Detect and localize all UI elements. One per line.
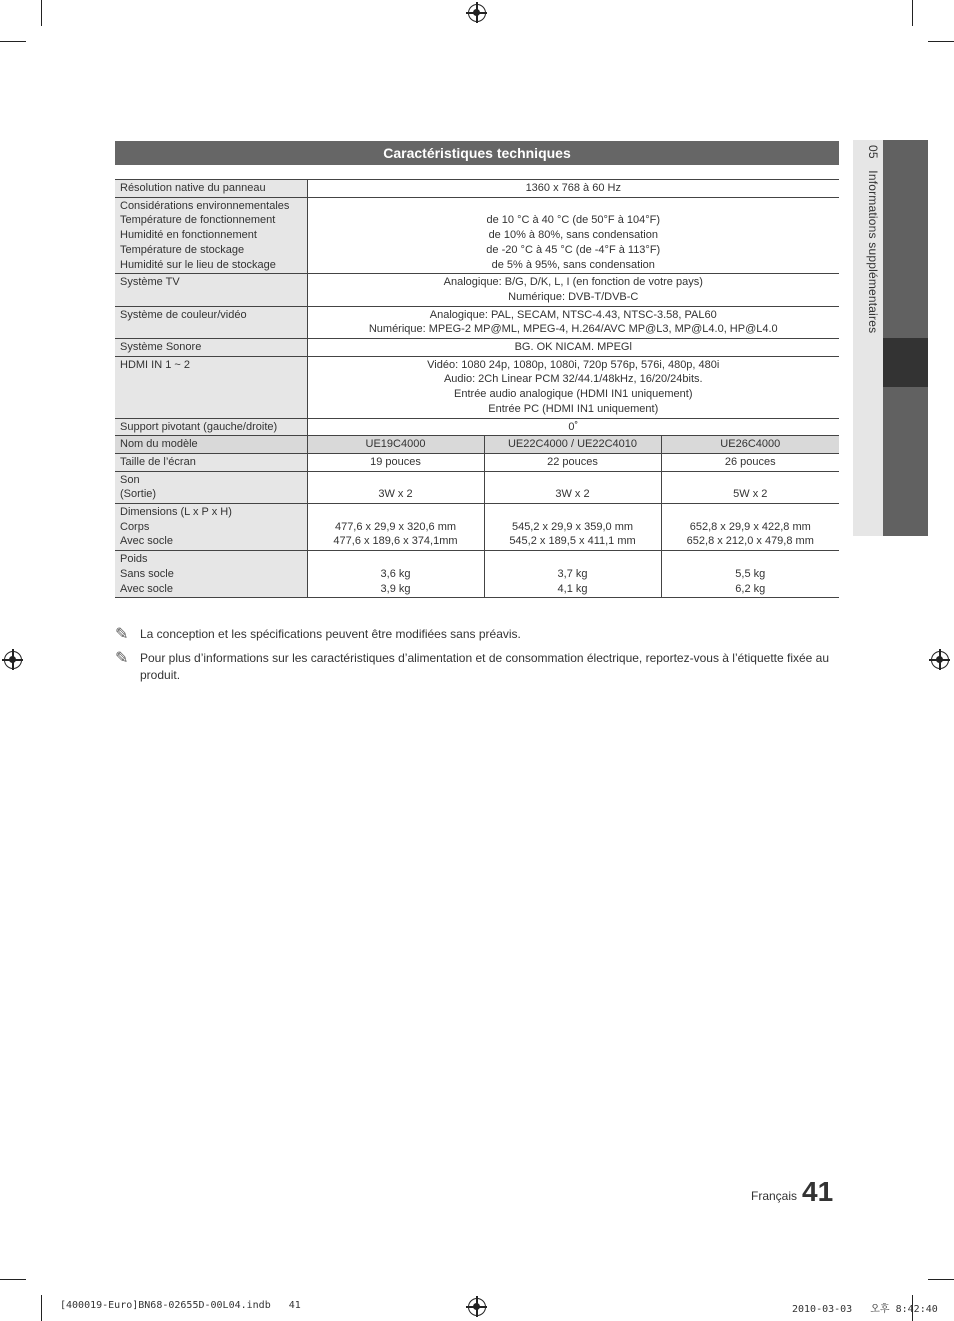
cell-line: Considérations environnementales <box>120 199 290 212</box>
cell-line: Humidité sur le lieu de stockage <box>120 258 276 271</box>
cell-spacer <box>666 473 836 488</box>
spec-value <box>307 418 839 436</box>
model-name: UE19C4000 <box>307 436 484 454</box>
cell-line: Vidéo: 1080 24p, 1080p, 1080i, 720p 576p, 576i, 480p, 480i <box>427 358 720 371</box>
cell-line: Corps <box>120 520 150 533</box>
cell-line: 3,7 kg <box>557 567 588 580</box>
spec-value <box>307 197 839 274</box>
cell-line: Entrée PC (HDMI IN1 uniquement) <box>488 402 659 415</box>
model-name: UE26C4000 <box>661 436 839 454</box>
model-spec-value <box>484 471 661 503</box>
chapter-number: 05 <box>866 145 880 159</box>
cell-line: BG. OK NICAM. MPEGl <box>514 341 632 354</box>
model-spec-value <box>484 551 661 598</box>
crop-mark <box>41 1295 42 1321</box>
spec-label <box>115 356 307 418</box>
cell-spacer <box>312 199 836 214</box>
chapter-side-label <box>866 145 880 333</box>
cell-line: (Sortie) <box>120 488 157 501</box>
cell-line: Support pivotant (gauche/droite) <box>120 420 278 433</box>
cell-line: Numérique: DVB-T/DVB-C <box>508 290 639 303</box>
registration-mark-icon <box>468 4 486 22</box>
model-name: UE22C4000 / UE22C4010 <box>484 436 661 454</box>
cell-line: de -20 °C à 45 °C (de -4°F à 113°F) <box>486 243 661 256</box>
model-spec-value <box>484 453 661 471</box>
section-title: Caractéristiques techniques <box>115 141 839 165</box>
cell-line: 5,5 kg <box>735 567 766 580</box>
cell-line: Son <box>120 473 140 486</box>
cell-line: 0˚ <box>568 420 579 433</box>
spec-label <box>115 197 307 274</box>
registration-mark-icon <box>931 651 949 669</box>
cell-line: 545,2 x 29,9 x 359,0 mm <box>511 520 634 533</box>
cell-spacer <box>666 552 836 567</box>
cell-line: 19 pouces <box>370 455 421 468</box>
footer-language: Français <box>751 1189 798 1203</box>
cell-line: Poids <box>120 553 148 566</box>
cell-line: Système de couleur/vidéo <box>120 308 247 321</box>
cell-line: 3,9 kg <box>380 582 411 595</box>
model-spec-value <box>661 504 839 551</box>
note-text: Pour plus d’informations sur les caractéristiques d’alimentation et de consommation électrique, reportez-vous à l’étiquette fixée au produit. <box>140 651 830 682</box>
cell-spacer <box>489 473 657 488</box>
cell-spacer <box>312 552 480 567</box>
cell-line: 545,2 x 189,5 x 411,1 mm <box>509 535 636 548</box>
note-text: La conception et les spécifications peuvent être modifiées sans préavis. <box>140 627 521 641</box>
model-spec-value <box>484 504 661 551</box>
cell-line: de 10 °C à 40 °C (de 50°F à 104°F) <box>486 214 661 227</box>
cell-line: 22 pouces <box>547 455 598 468</box>
note <box>115 650 839 684</box>
model-spec-row <box>115 551 839 598</box>
cell-line: 1360 x 768 à 60 Hz <box>525 182 621 194</box>
spec-value <box>307 180 839 198</box>
registration-mark-icon <box>4 651 22 669</box>
spec-value <box>307 274 839 306</box>
spec-value <box>307 306 839 338</box>
crop-mark <box>0 41 26 42</box>
cell-spacer <box>312 473 480 488</box>
spec-table-body <box>115 180 839 598</box>
spec-value <box>307 356 839 418</box>
spec-row <box>115 180 839 198</box>
chapter-tab-marker <box>883 338 928 387</box>
cell-line: Système TV <box>120 276 180 289</box>
cell-line: 5W x 2 <box>733 488 768 501</box>
model-spec-value <box>307 453 484 471</box>
page-number: 41 <box>802 1176 834 1207</box>
spec-row <box>115 356 839 418</box>
cell-line: Analogique: PAL, SECAM, NTSC-4.43, NTSC-3.58, PAL60 <box>429 308 717 321</box>
cell-line: 3W x 2 <box>378 488 413 501</box>
cell-spacer <box>489 505 657 520</box>
cell-line: 3,6 kg <box>380 567 411 580</box>
cell-line: Avec socle <box>120 582 173 595</box>
cell-line: Température de stockage <box>120 243 245 256</box>
cell-line: Résolution native du panneau <box>120 182 266 194</box>
crop-mark <box>41 0 42 26</box>
cell-line: 3W x 2 <box>555 488 590 501</box>
model-spec-value <box>661 551 839 598</box>
model-spec-value <box>307 551 484 598</box>
model-spec-value <box>307 471 484 503</box>
model-spec-value <box>661 453 839 471</box>
cell-line: 477,6 x 29,9 x 320,6 mm <box>334 520 457 533</box>
cell-line: 4,1 kg <box>557 582 588 595</box>
model-row <box>115 436 839 454</box>
spec-label <box>115 180 307 198</box>
spec-label <box>115 418 307 436</box>
print-info-left: [400019-Euro]BN68-02655D-00L04.indb 41 <box>60 1300 301 1311</box>
cell-line: Humidité en fonctionnement <box>120 229 257 242</box>
spec-value <box>307 339 839 357</box>
cell-line: Analogique: B/G, D/K, L, I (en fonction de votre pays) <box>443 276 703 289</box>
spec-label <box>115 339 307 357</box>
spec-table <box>115 179 839 598</box>
spec-row <box>115 339 839 357</box>
spec-label <box>115 504 307 551</box>
spec-row <box>115 418 839 436</box>
cell-line: Audio: 2Ch Linear PCM 32/44.1/48kHz, 16/20/24bits. <box>443 373 703 386</box>
registration-mark-icon <box>468 1298 486 1316</box>
cell-line: 652,8 x 29,9 x 422,8 mm <box>689 520 811 533</box>
spec-label <box>115 274 307 306</box>
spec-label <box>115 453 307 471</box>
pencil-icon: ✎ <box>115 650 129 667</box>
cell-line: Dimensions (L x P x H) <box>120 506 232 519</box>
cell-line: Avec socle <box>120 535 173 548</box>
spec-row <box>115 274 839 306</box>
cell-spacer <box>312 505 480 520</box>
cell-line: 26 pouces <box>724 455 776 468</box>
crop-mark <box>912 0 913 26</box>
cell-line: 652,8 x 212,0 x 479,8 mm <box>686 535 814 548</box>
note <box>115 626 839 643</box>
cell-line: Entrée audio analogique (HDMI IN1 uniquement) <box>454 388 693 401</box>
print-info-right: 2010-03-03 오후 8:42:40 <box>792 1304 938 1315</box>
spec-row <box>115 306 839 338</box>
crop-mark <box>0 1279 26 1280</box>
cell-spacer <box>489 552 657 567</box>
cell-line: Numérique: MPEG-2 MP@ML, MPEG-4, H.264/AVC MP@L3, MP@L4.0, HP@L4.0 <box>368 323 778 336</box>
cell-line: de 5% à 95%, sans condensation <box>491 258 655 271</box>
model-spec-value <box>661 471 839 503</box>
cell-line: 6,2 kg <box>735 582 766 595</box>
spec-row <box>115 197 839 274</box>
pencil-icon: ✎ <box>115 626 129 643</box>
chapter-title: Informations supplémentaires <box>866 170 880 334</box>
model-spec-value <box>307 504 484 551</box>
cell-spacer <box>666 505 836 520</box>
spec-label <box>115 306 307 338</box>
cell-line: Taille de l’écran <box>120 455 196 468</box>
model-label: Nom du modèle <box>115 436 307 454</box>
cell-line: 477,6 x 189,6 x 374,1mm <box>333 535 458 548</box>
cell-line: de 10% à 80%, sans condensation <box>488 229 658 242</box>
model-spec-row <box>115 504 839 551</box>
model-spec-row <box>115 453 839 471</box>
cell-line: Sans socle <box>120 567 174 580</box>
cell-line: Température de fonctionnement <box>120 214 276 227</box>
model-spec-row <box>115 471 839 503</box>
cell-line: Système Sonore <box>120 341 202 354</box>
spec-label <box>115 471 307 503</box>
cell-line: HDMI IN 1 ~ 2 <box>120 358 190 371</box>
crop-mark <box>928 41 954 42</box>
crop-mark <box>928 1279 954 1280</box>
spec-label <box>115 551 307 598</box>
